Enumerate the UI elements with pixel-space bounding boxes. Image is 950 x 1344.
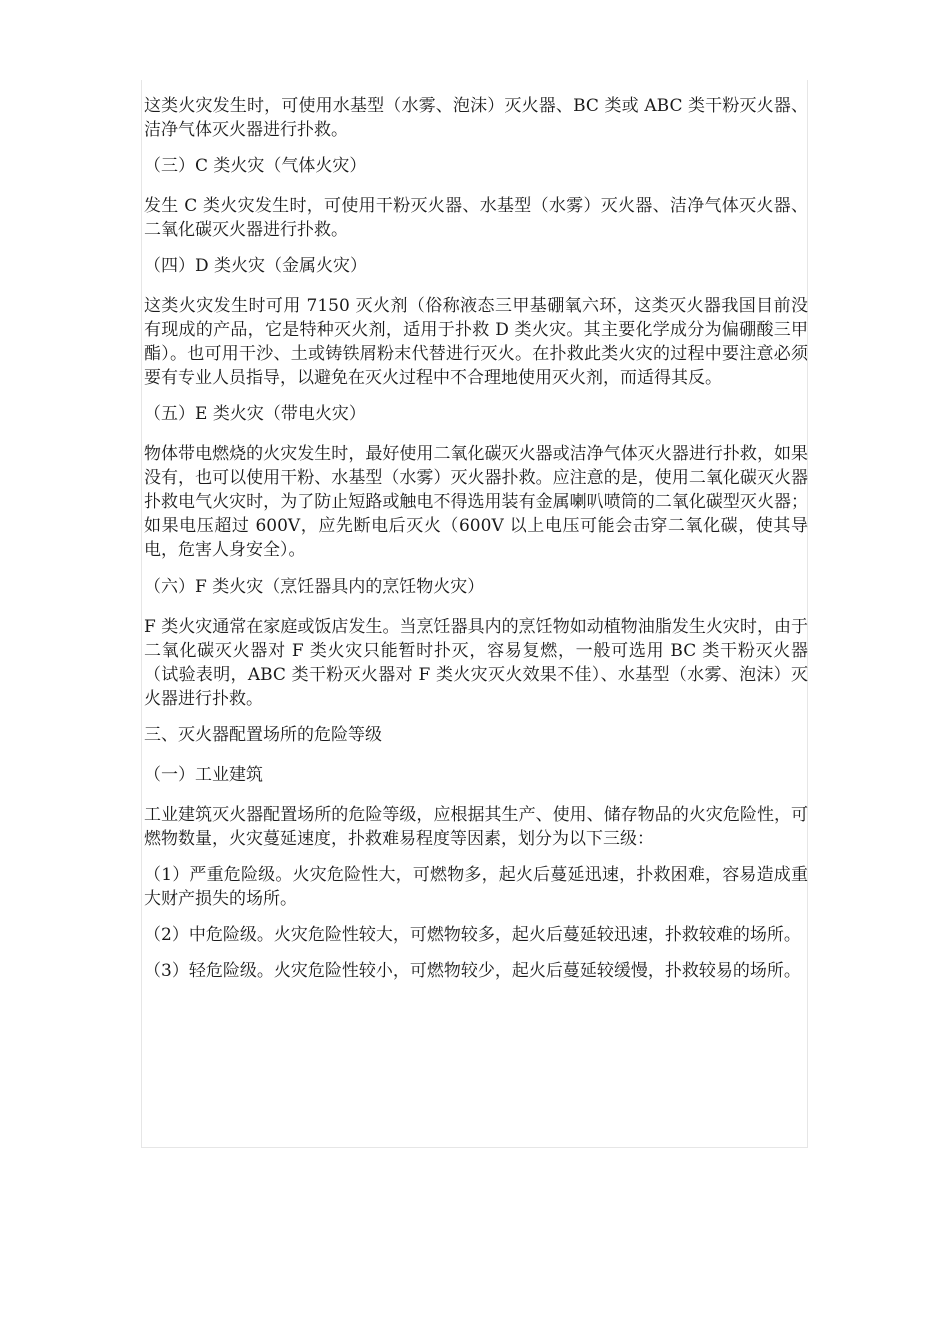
heading-section-three: 三、灭火器配置场所的危险等级 [144,725,382,745]
heading-class-e-fire: （五）E 类火灾（带电火灾） [144,404,366,424]
heading-class-c-fire: （三）C 类火灾（气体火灾） [144,156,367,176]
heading-industrial-buildings: （一）工业建筑 [144,765,263,785]
paragraph-class-f-fire: F 类火灾通常在家庭或饭店发生。当烹饪器具内的烹饪物如动植物油脂发生火灾时，由于二氧化碳灭火器对 F 类火灾只能暂时扑灭，容易复燃，一般可选用 BC 类干粉灭火器（试验表明，ABC 类干粉灭火器对 F 类火灾灭火效果不佳）、水基型（水雾、泡沫）灭火器进行扑救。 [144,617,808,709]
heading-class-d-fire: （四）D 类火灾（金属火灾） [144,256,368,276]
paragraph-industrial-buildings: 工业建筑灭火器配置场所的危险等级，应根据其生产、使用、储存物品的火灾危险性，可燃物数量，火灾蔓延速度，扑救难易程度等因素，划分为以下三级： [144,805,808,849]
heading-class-f-fire: （六）F 类火灾（烹饪器具内的烹饪物火灾） [144,577,485,597]
paragraph-light-hazard: （3）轻危险级。火灾危险性较小，可燃物较少，起火后蔓延较缓慢，扑救较易的场所。 [144,961,801,981]
paragraph-medium-hazard: （2）中危险级。火灾危险性较大，可燃物较多，起火后蔓延较迅速，扑救较难的场所。 [144,925,801,945]
paragraph-severe-hazard: （1）严重危险级。火灾危险性大，可燃物多，起火后蔓延迅速，扑救困难，容易造成重大财产损失的场所。 [144,865,808,909]
document-body [144,94,808,983]
paragraph-abc-fire-extinguishing: 这类火灾发生时，可使用水基型（水雾、泡沫）灭火器、BC 类或 ABC 类干粉灭火器、洁净气体灭火器进行扑救。 [144,96,808,140]
paragraph-class-e-fire: 物体带电燃烧的火灾发生时，最好使用二氧化碳灭火器或洁净气体灭火器进行扑救，如果没有，也可以使用干粉、水基型（水雾）灭火器扑救。应注意的是，使用二氧化碳灭火器扑救电气火灾时，为了防止短路或触电不得选用装有金属喇叭喷筒的二氧化碳型灭火器；如果电压超过 600V，应先断电后灭火（600V 以上电压可能会击穿二氧化碳，使其导电，危害人身安全）。 [144,444,808,560]
paragraph-class-d-fire: 这类火灾发生时可用 7150 灭火剂（俗称液态三甲基硼氧六环，这类灭火器我国目前没有现成的产品，它是特种灭火剂，适用于扑救 D 类火灾。其主要化学成分为偏硼酸三甲酯）。也可用干沙、土或铸铁屑粉末代替进行灭火。在扑救此类火灾的过程中要注意必须要有专业人员指导，以避免在灭火过程中不合理地使用灭火剂，而适得其反。 [144,296,808,388]
paragraph-class-c-fire: 发生 C 类火灾发生时，可使用干粉灭火器、水基型（水雾）灭火器、洁净气体灭火器、二氧化碳灭火器进行扑救。 [144,196,808,240]
